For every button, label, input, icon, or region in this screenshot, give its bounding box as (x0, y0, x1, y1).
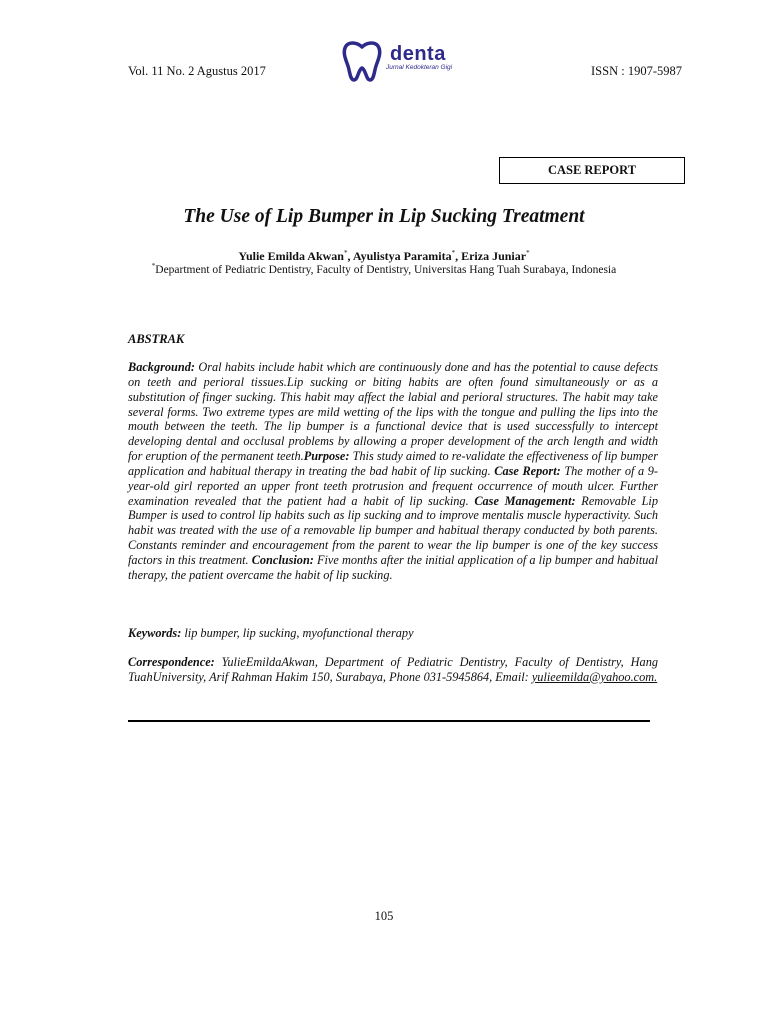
abstract-heading: ABSTRAK (128, 332, 185, 346)
author-mark: * (451, 249, 456, 257)
case-report-text: The mother of a 9-year-old girl reported an upper front teeth protrusion and frequent occurrence of mouth ulcer. Further examination revealed that the patient had a habit of lip sucking. (128, 463, 658, 508)
purpose-label: Purpose: (303, 449, 350, 464)
background-label: Background: (128, 360, 195, 374)
correspondence-label: Correspondence: (128, 655, 215, 669)
author-mark: * (526, 249, 530, 257)
conclusion-label: Conclusion: (251, 552, 314, 567)
correspondence (128, 655, 658, 685)
correspondence-text: YulieEmildaAkwan, Department of Pediatric Dentistry, Faculty of Dentistry, Hang TuahUniversity, Arif Rahman Hakim 150, Surabaya, Phone 031-5945864, Email: (128, 655, 658, 684)
keywords-text: lip bumper, lip sucking, myofunctional therapy (181, 626, 414, 640)
author-name: Ayulistya Paramita (352, 249, 452, 263)
case-report-label: Case Report: (494, 463, 561, 478)
author-separator: , (455, 249, 462, 263)
affiliation-mark: * (151, 262, 156, 271)
logo-wordmark: denta (390, 43, 446, 65)
article-type-badge: CASE REPORT (499, 157, 685, 184)
author-mark: * (343, 249, 348, 257)
affiliation-text: Department of Pediatric Dentistry, Faculty of Dentistry, Universitas Hang Tuah Surabaya, Indonesia (155, 264, 617, 276)
author-name: Eriza Juniar (461, 249, 527, 263)
email-link[interactable]: yulieemilda@yahoo.com. (531, 669, 658, 684)
author-separator: , (347, 249, 353, 263)
article-title: The Use of Lip Bumper in Lip Sucking Treatment (183, 206, 585, 227)
case-management-text: Removable Lip Bumper is used to control lip habits such as lip sucking and to improve mentalis muscle hyperactivity. Such habit was treated with the use of a removable lip bumper and habitual therapy conducted by both parents. Constants reminder and encouragement from the parent to wear the lip bumper is one of the key success factors in this treatment. (128, 493, 658, 567)
journal-volume: Vol. 11 No. 2 Agustus 2017 (128, 64, 266, 78)
conclusion-text: Five months after the initial application of a lip bumper and habitual therapy, the patient overcame the habit of lip sucking. (128, 552, 658, 582)
author-name: Yulie Emilda Akwan (238, 249, 344, 263)
logo-subtitle: Jurnal Kedokteran Gigi (386, 64, 453, 71)
keywords-label: Keywords: (128, 626, 182, 640)
purpose-text: This study aimed to re-validate the effectiveness of lip bumper application and habitual therapy in treating the bad habit of lip sucking. (128, 449, 658, 478)
author-list (0, 249, 768, 264)
page-number: 105 (374, 909, 394, 923)
background-text: Oral habits include habit which are continuously done and has the potential to cause defects on teeth and perioral tissues.Lip sucking or biting habits are often found simultaneously or as a substitution of finger sucking. This habit may affect the labial and perioral structures. The habit may take several forms. Two extreme types are mild wetting of the lips with the tongue and pulling the lips into the mouth between the teeth. The lip bumper is a functional device that is used successfully to intercept developing dental and occlusal problems by allowing a proper development of the arch length and width for eruption of the permanent teeth. (128, 360, 658, 464)
keywords (128, 626, 658, 641)
journal-issn: ISSN : 1907-5987 (591, 64, 682, 78)
tooth-icon (340, 40, 384, 82)
affiliation (0, 264, 768, 276)
journal-logo (340, 40, 460, 82)
case-management-label: Case Management: (474, 493, 576, 508)
section-divider (128, 720, 650, 722)
abstract-body (128, 360, 658, 583)
